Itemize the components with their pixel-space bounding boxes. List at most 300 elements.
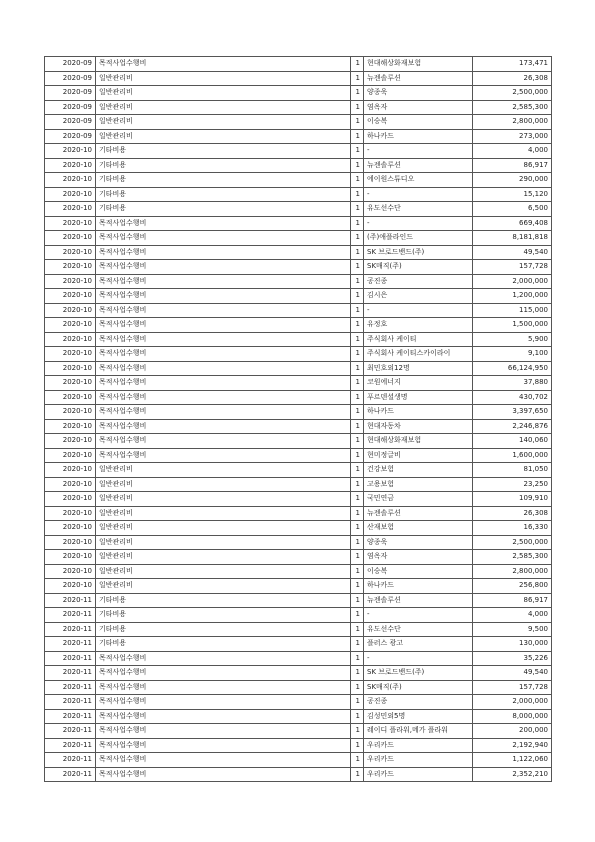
row-amount: 157,728 bbox=[473, 680, 552, 695]
row-count: 1 bbox=[351, 115, 364, 130]
table-row bbox=[45, 144, 552, 159]
row-vendor: 우리카드 bbox=[364, 753, 473, 768]
row-month: 2020-11 bbox=[45, 738, 96, 753]
row-category: 목적사업수행비 bbox=[96, 724, 351, 739]
row-vendor: 현미정글비 bbox=[364, 448, 473, 463]
row-amount: 3,397,650 bbox=[473, 405, 552, 420]
row-amount: 115,000 bbox=[473, 303, 552, 318]
row-month: 2020-10 bbox=[45, 492, 96, 507]
row-vendor: (주)애플라인드 bbox=[364, 231, 473, 246]
expense-table-body bbox=[45, 57, 552, 782]
row-count: 1 bbox=[351, 637, 364, 652]
table-row bbox=[45, 680, 552, 695]
row-month: 2020-10 bbox=[45, 535, 96, 550]
table-row bbox=[45, 376, 552, 391]
row-vendor: 현대해상화재보험 bbox=[364, 434, 473, 449]
row-month: 2020-10 bbox=[45, 332, 96, 347]
expense-table bbox=[44, 56, 552, 782]
row-category: 일반관리비 bbox=[96, 564, 351, 579]
row-month: 2020-10 bbox=[45, 216, 96, 231]
table-row bbox=[45, 289, 552, 304]
row-month: 2020-09 bbox=[45, 100, 96, 115]
row-category: 목적사업수행비 bbox=[96, 666, 351, 681]
row-amount: 2,000,000 bbox=[473, 695, 552, 710]
row-vendor: 염옥자 bbox=[364, 550, 473, 565]
row-vendor: - bbox=[364, 303, 473, 318]
row-vendor: 주식회사 케이티스카이라이 bbox=[364, 347, 473, 362]
row-month: 2020-10 bbox=[45, 564, 96, 579]
row-month: 2020-10 bbox=[45, 376, 96, 391]
table-row bbox=[45, 187, 552, 202]
row-month: 2020-10 bbox=[45, 579, 96, 594]
table-row bbox=[45, 550, 552, 565]
row-amount: 2,800,000 bbox=[473, 115, 552, 130]
row-vendor: 유도선수단 bbox=[364, 202, 473, 217]
row-month: 2020-11 bbox=[45, 651, 96, 666]
table-row bbox=[45, 173, 552, 188]
row-category: 목적사업수행비 bbox=[96, 448, 351, 463]
row-count: 1 bbox=[351, 318, 364, 333]
row-category: 일반관리비 bbox=[96, 463, 351, 478]
row-month: 2020-09 bbox=[45, 86, 96, 101]
table-row bbox=[45, 57, 552, 72]
row-amount: 2,500,000 bbox=[473, 86, 552, 101]
row-vendor: 뉴젠솔루션 bbox=[364, 593, 473, 608]
table-row bbox=[45, 651, 552, 666]
row-amount: 4,000 bbox=[473, 608, 552, 623]
table-row bbox=[45, 695, 552, 710]
row-count: 1 bbox=[351, 419, 364, 434]
table-row bbox=[45, 709, 552, 724]
row-amount: 9,100 bbox=[473, 347, 552, 362]
row-category: 목적사업수행비 bbox=[96, 332, 351, 347]
row-category: 기타비용 bbox=[96, 173, 351, 188]
row-count: 1 bbox=[351, 231, 364, 246]
row-category: 일반관리비 bbox=[96, 115, 351, 130]
row-count: 1 bbox=[351, 651, 364, 666]
row-category: 기타비용 bbox=[96, 608, 351, 623]
row-month: 2020-10 bbox=[45, 390, 96, 405]
row-month: 2020-09 bbox=[45, 71, 96, 86]
row-vendor: 우리카드 bbox=[364, 767, 473, 782]
table-row bbox=[45, 724, 552, 739]
row-vendor: - bbox=[364, 187, 473, 202]
table-row bbox=[45, 158, 552, 173]
row-count: 1 bbox=[351, 361, 364, 376]
row-month: 2020-10 bbox=[45, 521, 96, 536]
row-vendor: 이승복 bbox=[364, 115, 473, 130]
row-month: 2020-11 bbox=[45, 680, 96, 695]
row-vendor: - bbox=[364, 144, 473, 159]
row-category: 목적사업수행비 bbox=[96, 680, 351, 695]
table-row bbox=[45, 463, 552, 478]
row-vendor: 코원에너지 bbox=[364, 376, 473, 391]
row-category: 목적사업수행비 bbox=[96, 405, 351, 420]
row-month: 2020-10 bbox=[45, 405, 96, 420]
row-month: 2020-10 bbox=[45, 506, 96, 521]
row-amount: 157,728 bbox=[473, 260, 552, 275]
row-vendor: 최민호외12명 bbox=[364, 361, 473, 376]
row-count: 1 bbox=[351, 129, 364, 144]
table-row bbox=[45, 318, 552, 333]
row-month: 2020-11 bbox=[45, 637, 96, 652]
table-row bbox=[45, 477, 552, 492]
table-row bbox=[45, 390, 552, 405]
row-month: 2020-11 bbox=[45, 593, 96, 608]
row-category: 일반관리비 bbox=[96, 129, 351, 144]
row-category: 기타비용 bbox=[96, 202, 351, 217]
row-category: 목적사업수행비 bbox=[96, 753, 351, 768]
row-month: 2020-10 bbox=[45, 245, 96, 260]
table-row bbox=[45, 231, 552, 246]
row-category: 기타비용 bbox=[96, 622, 351, 637]
row-amount: 66,124,950 bbox=[473, 361, 552, 376]
row-category: 목적사업수행비 bbox=[96, 767, 351, 782]
row-vendor: 이승복 bbox=[364, 564, 473, 579]
row-category: 일반관리비 bbox=[96, 477, 351, 492]
table-row bbox=[45, 216, 552, 231]
row-vendor: 유정호 bbox=[364, 318, 473, 333]
row-amount: 2,246,876 bbox=[473, 419, 552, 434]
row-month: 2020-10 bbox=[45, 274, 96, 289]
row-amount: 86,917 bbox=[473, 158, 552, 173]
row-amount: 290,000 bbox=[473, 173, 552, 188]
table-row bbox=[45, 347, 552, 362]
row-count: 1 bbox=[351, 550, 364, 565]
row-vendor: 김성민외5명 bbox=[364, 709, 473, 724]
table-row bbox=[45, 767, 552, 782]
table-row bbox=[45, 260, 552, 275]
row-count: 1 bbox=[351, 709, 364, 724]
row-amount: 37,880 bbox=[473, 376, 552, 391]
row-month: 2020-11 bbox=[45, 695, 96, 710]
row-amount: 2,000,000 bbox=[473, 274, 552, 289]
row-category: 목적사업수행비 bbox=[96, 738, 351, 753]
row-category: 일반관리비 bbox=[96, 550, 351, 565]
row-amount: 2,585,300 bbox=[473, 550, 552, 565]
table-row bbox=[45, 521, 552, 536]
row-month: 2020-10 bbox=[45, 448, 96, 463]
expense-sheet bbox=[44, 56, 552, 782]
row-category: 일반관리비 bbox=[96, 506, 351, 521]
row-amount: 1,600,000 bbox=[473, 448, 552, 463]
table-row bbox=[45, 129, 552, 144]
row-month: 2020-11 bbox=[45, 753, 96, 768]
row-category: 기타비용 bbox=[96, 593, 351, 608]
table-row bbox=[45, 115, 552, 130]
row-amount: 8,000,000 bbox=[473, 709, 552, 724]
row-category: 일반관리비 bbox=[96, 86, 351, 101]
row-vendor: 공진종 bbox=[364, 274, 473, 289]
row-month: 2020-10 bbox=[45, 144, 96, 159]
row-vendor: 주식회사 케이티 bbox=[364, 332, 473, 347]
row-amount: 49,540 bbox=[473, 245, 552, 260]
row-category: 목적사업수행비 bbox=[96, 289, 351, 304]
row-category: 목적사업수행비 bbox=[96, 245, 351, 260]
row-amount: 2,352,210 bbox=[473, 767, 552, 782]
table-row bbox=[45, 434, 552, 449]
row-vendor: 뉴젠솔루션 bbox=[364, 506, 473, 521]
row-month: 2020-10 bbox=[45, 318, 96, 333]
row-category: 기타비용 bbox=[96, 187, 351, 202]
table-row bbox=[45, 361, 552, 376]
row-count: 1 bbox=[351, 100, 364, 115]
row-count: 1 bbox=[351, 144, 364, 159]
row-vendor: 뉴젠솔루션 bbox=[364, 158, 473, 173]
row-vendor: 고용보험 bbox=[364, 477, 473, 492]
row-count: 1 bbox=[351, 303, 364, 318]
table-row bbox=[45, 593, 552, 608]
row-month: 2020-11 bbox=[45, 709, 96, 724]
row-amount: 16,330 bbox=[473, 521, 552, 536]
row-month: 2020-11 bbox=[45, 608, 96, 623]
row-count: 1 bbox=[351, 57, 364, 72]
row-count: 1 bbox=[351, 347, 364, 362]
row-count: 1 bbox=[351, 593, 364, 608]
row-vendor: 건강보험 bbox=[364, 463, 473, 478]
row-amount: 26,308 bbox=[473, 71, 552, 86]
row-count: 1 bbox=[351, 564, 364, 579]
row-category: 목적사업수행비 bbox=[96, 361, 351, 376]
row-count: 1 bbox=[351, 187, 364, 202]
row-month: 2020-10 bbox=[45, 361, 96, 376]
row-category: 일반관리비 bbox=[96, 71, 351, 86]
row-month: 2020-09 bbox=[45, 115, 96, 130]
table-row bbox=[45, 419, 552, 434]
row-month: 2020-10 bbox=[45, 477, 96, 492]
row-amount: 8,181,818 bbox=[473, 231, 552, 246]
row-vendor: SK 브로드밴드(주) bbox=[364, 245, 473, 260]
row-amount: 109,910 bbox=[473, 492, 552, 507]
row-amount: 200,000 bbox=[473, 724, 552, 739]
row-count: 1 bbox=[351, 448, 364, 463]
table-row bbox=[45, 332, 552, 347]
row-vendor: - bbox=[364, 608, 473, 623]
row-vendor: 산재보험 bbox=[364, 521, 473, 536]
row-amount: 26,308 bbox=[473, 506, 552, 521]
row-vendor: 공진종 bbox=[364, 695, 473, 710]
row-amount: 15,120 bbox=[473, 187, 552, 202]
row-month: 2020-10 bbox=[45, 260, 96, 275]
row-category: 목적사업수행비 bbox=[96, 419, 351, 434]
table-row bbox=[45, 637, 552, 652]
row-vendor: 하나카드 bbox=[364, 129, 473, 144]
row-count: 1 bbox=[351, 173, 364, 188]
row-count: 1 bbox=[351, 477, 364, 492]
row-month: 2020-10 bbox=[45, 187, 96, 202]
table-row bbox=[45, 753, 552, 768]
row-amount: 23,250 bbox=[473, 477, 552, 492]
row-count: 1 bbox=[351, 680, 364, 695]
row-month: 2020-11 bbox=[45, 622, 96, 637]
row-amount: 2,800,000 bbox=[473, 564, 552, 579]
row-count: 1 bbox=[351, 724, 364, 739]
row-category: 목적사업수행비 bbox=[96, 651, 351, 666]
table-row bbox=[45, 274, 552, 289]
row-amount: 1,122,060 bbox=[473, 753, 552, 768]
row-vendor: 현대해상화재보험 bbox=[364, 57, 473, 72]
table-row bbox=[45, 608, 552, 623]
row-amount: 4,000 bbox=[473, 144, 552, 159]
row-vendor: - bbox=[364, 651, 473, 666]
row-month: 2020-10 bbox=[45, 173, 96, 188]
row-category: 목적사업수행비 bbox=[96, 303, 351, 318]
row-vendor: 양종욱 bbox=[364, 535, 473, 550]
row-amount: 5,900 bbox=[473, 332, 552, 347]
table-row bbox=[45, 100, 552, 115]
table-row bbox=[45, 405, 552, 420]
row-vendor: SK매직(주) bbox=[364, 680, 473, 695]
row-vendor: 양종욱 bbox=[364, 86, 473, 101]
table-row bbox=[45, 492, 552, 507]
row-amount: 2,500,000 bbox=[473, 535, 552, 550]
row-amount: 140,060 bbox=[473, 434, 552, 449]
row-count: 1 bbox=[351, 158, 364, 173]
row-month: 2020-10 bbox=[45, 347, 96, 362]
row-category: 일반관리비 bbox=[96, 535, 351, 550]
row-month: 2020-10 bbox=[45, 463, 96, 478]
row-count: 1 bbox=[351, 434, 364, 449]
row-month: 2020-09 bbox=[45, 129, 96, 144]
row-count: 1 bbox=[351, 405, 364, 420]
table-row bbox=[45, 564, 552, 579]
row-amount: 6,500 bbox=[473, 202, 552, 217]
row-count: 1 bbox=[351, 376, 364, 391]
row-month: 2020-10 bbox=[45, 158, 96, 173]
row-category: 목적사업수행비 bbox=[96, 231, 351, 246]
row-count: 1 bbox=[351, 521, 364, 536]
row-category: 일반관리비 bbox=[96, 521, 351, 536]
row-category: 목적사업수행비 bbox=[96, 376, 351, 391]
row-count: 1 bbox=[351, 390, 364, 405]
row-category: 목적사업수행비 bbox=[96, 434, 351, 449]
row-count: 1 bbox=[351, 695, 364, 710]
row-vendor: 유도선수단 bbox=[364, 622, 473, 637]
row-vendor: SK 브로드밴드(주) bbox=[364, 666, 473, 681]
row-vendor: 우리카드 bbox=[364, 738, 473, 753]
table-row bbox=[45, 622, 552, 637]
row-count: 1 bbox=[351, 579, 364, 594]
row-vendor: 하나카드 bbox=[364, 405, 473, 420]
row-amount: 173,471 bbox=[473, 57, 552, 72]
row-amount: 35,226 bbox=[473, 651, 552, 666]
table-row bbox=[45, 738, 552, 753]
row-category: 목적사업수행비 bbox=[96, 695, 351, 710]
row-count: 1 bbox=[351, 71, 364, 86]
table-row bbox=[45, 86, 552, 101]
row-month: 2020-10 bbox=[45, 289, 96, 304]
row-month: 2020-11 bbox=[45, 724, 96, 739]
row-count: 1 bbox=[351, 86, 364, 101]
row-vendor: - bbox=[364, 216, 473, 231]
row-count: 1 bbox=[351, 753, 364, 768]
row-vendor: 김시은 bbox=[364, 289, 473, 304]
row-amount: 49,540 bbox=[473, 666, 552, 681]
row-vendor: 뉴젠솔루션 bbox=[364, 71, 473, 86]
row-vendor: 레이디 플라워,메가 플라워 bbox=[364, 724, 473, 739]
row-vendor: 하나카드 bbox=[364, 579, 473, 594]
row-month: 2020-10 bbox=[45, 550, 96, 565]
row-amount: 2,585,300 bbox=[473, 100, 552, 115]
row-count: 1 bbox=[351, 506, 364, 521]
row-count: 1 bbox=[351, 332, 364, 347]
row-vendor: 국민연금 bbox=[364, 492, 473, 507]
row-amount: 86,917 bbox=[473, 593, 552, 608]
row-count: 1 bbox=[351, 274, 364, 289]
row-count: 1 bbox=[351, 767, 364, 782]
row-count: 1 bbox=[351, 216, 364, 231]
table-row bbox=[45, 202, 552, 217]
row-category: 일반관리비 bbox=[96, 579, 351, 594]
row-count: 1 bbox=[351, 260, 364, 275]
row-amount: 256,800 bbox=[473, 579, 552, 594]
table-row bbox=[45, 535, 552, 550]
table-row bbox=[45, 245, 552, 260]
row-month: 2020-10 bbox=[45, 419, 96, 434]
row-category: 일반관리비 bbox=[96, 492, 351, 507]
row-count: 1 bbox=[351, 492, 364, 507]
row-amount: 81,050 bbox=[473, 463, 552, 478]
row-vendor: 염옥자 bbox=[364, 100, 473, 115]
row-vendor: 플러스 광고 bbox=[364, 637, 473, 652]
row-category: 목적사업수행비 bbox=[96, 318, 351, 333]
row-category: 목적사업수행비 bbox=[96, 260, 351, 275]
row-vendor: 푸르덴셜생명 bbox=[364, 390, 473, 405]
row-count: 1 bbox=[351, 202, 364, 217]
row-count: 1 bbox=[351, 738, 364, 753]
row-category: 목적사업수행비 bbox=[96, 347, 351, 362]
row-amount: 130,000 bbox=[473, 637, 552, 652]
row-count: 1 bbox=[351, 535, 364, 550]
row-vendor: 에이원스튜디오 bbox=[364, 173, 473, 188]
table-row bbox=[45, 666, 552, 681]
row-category: 목적사업수행비 bbox=[96, 390, 351, 405]
row-amount: 1,200,000 bbox=[473, 289, 552, 304]
row-amount: 430,702 bbox=[473, 390, 552, 405]
row-count: 1 bbox=[351, 608, 364, 623]
row-category: 목적사업수행비 bbox=[96, 216, 351, 231]
table-row bbox=[45, 506, 552, 521]
row-category: 기타비용 bbox=[96, 144, 351, 159]
row-count: 1 bbox=[351, 289, 364, 304]
row-month: 2020-10 bbox=[45, 202, 96, 217]
row-month: 2020-10 bbox=[45, 434, 96, 449]
row-amount: 2,192,940 bbox=[473, 738, 552, 753]
row-count: 1 bbox=[351, 666, 364, 681]
row-amount: 669,408 bbox=[473, 216, 552, 231]
row-category: 목적사업수행비 bbox=[96, 57, 351, 72]
row-month: 2020-10 bbox=[45, 231, 96, 246]
row-amount: 1,500,000 bbox=[473, 318, 552, 333]
table-row bbox=[45, 303, 552, 318]
row-month: 2020-11 bbox=[45, 767, 96, 782]
row-vendor: SK매직(주) bbox=[364, 260, 473, 275]
table-row bbox=[45, 448, 552, 463]
row-category: 목적사업수행비 bbox=[96, 274, 351, 289]
row-category: 기타비용 bbox=[96, 158, 351, 173]
row-count: 1 bbox=[351, 245, 364, 260]
row-vendor: 현대자동차 bbox=[364, 419, 473, 434]
row-category: 기타비용 bbox=[96, 637, 351, 652]
row-month: 2020-09 bbox=[45, 57, 96, 72]
row-count: 1 bbox=[351, 622, 364, 637]
row-count: 1 bbox=[351, 463, 364, 478]
table-row bbox=[45, 579, 552, 594]
row-category: 목적사업수행비 bbox=[96, 709, 351, 724]
row-category: 일반관리비 bbox=[96, 100, 351, 115]
table-row bbox=[45, 71, 552, 86]
row-month: 2020-11 bbox=[45, 666, 96, 681]
